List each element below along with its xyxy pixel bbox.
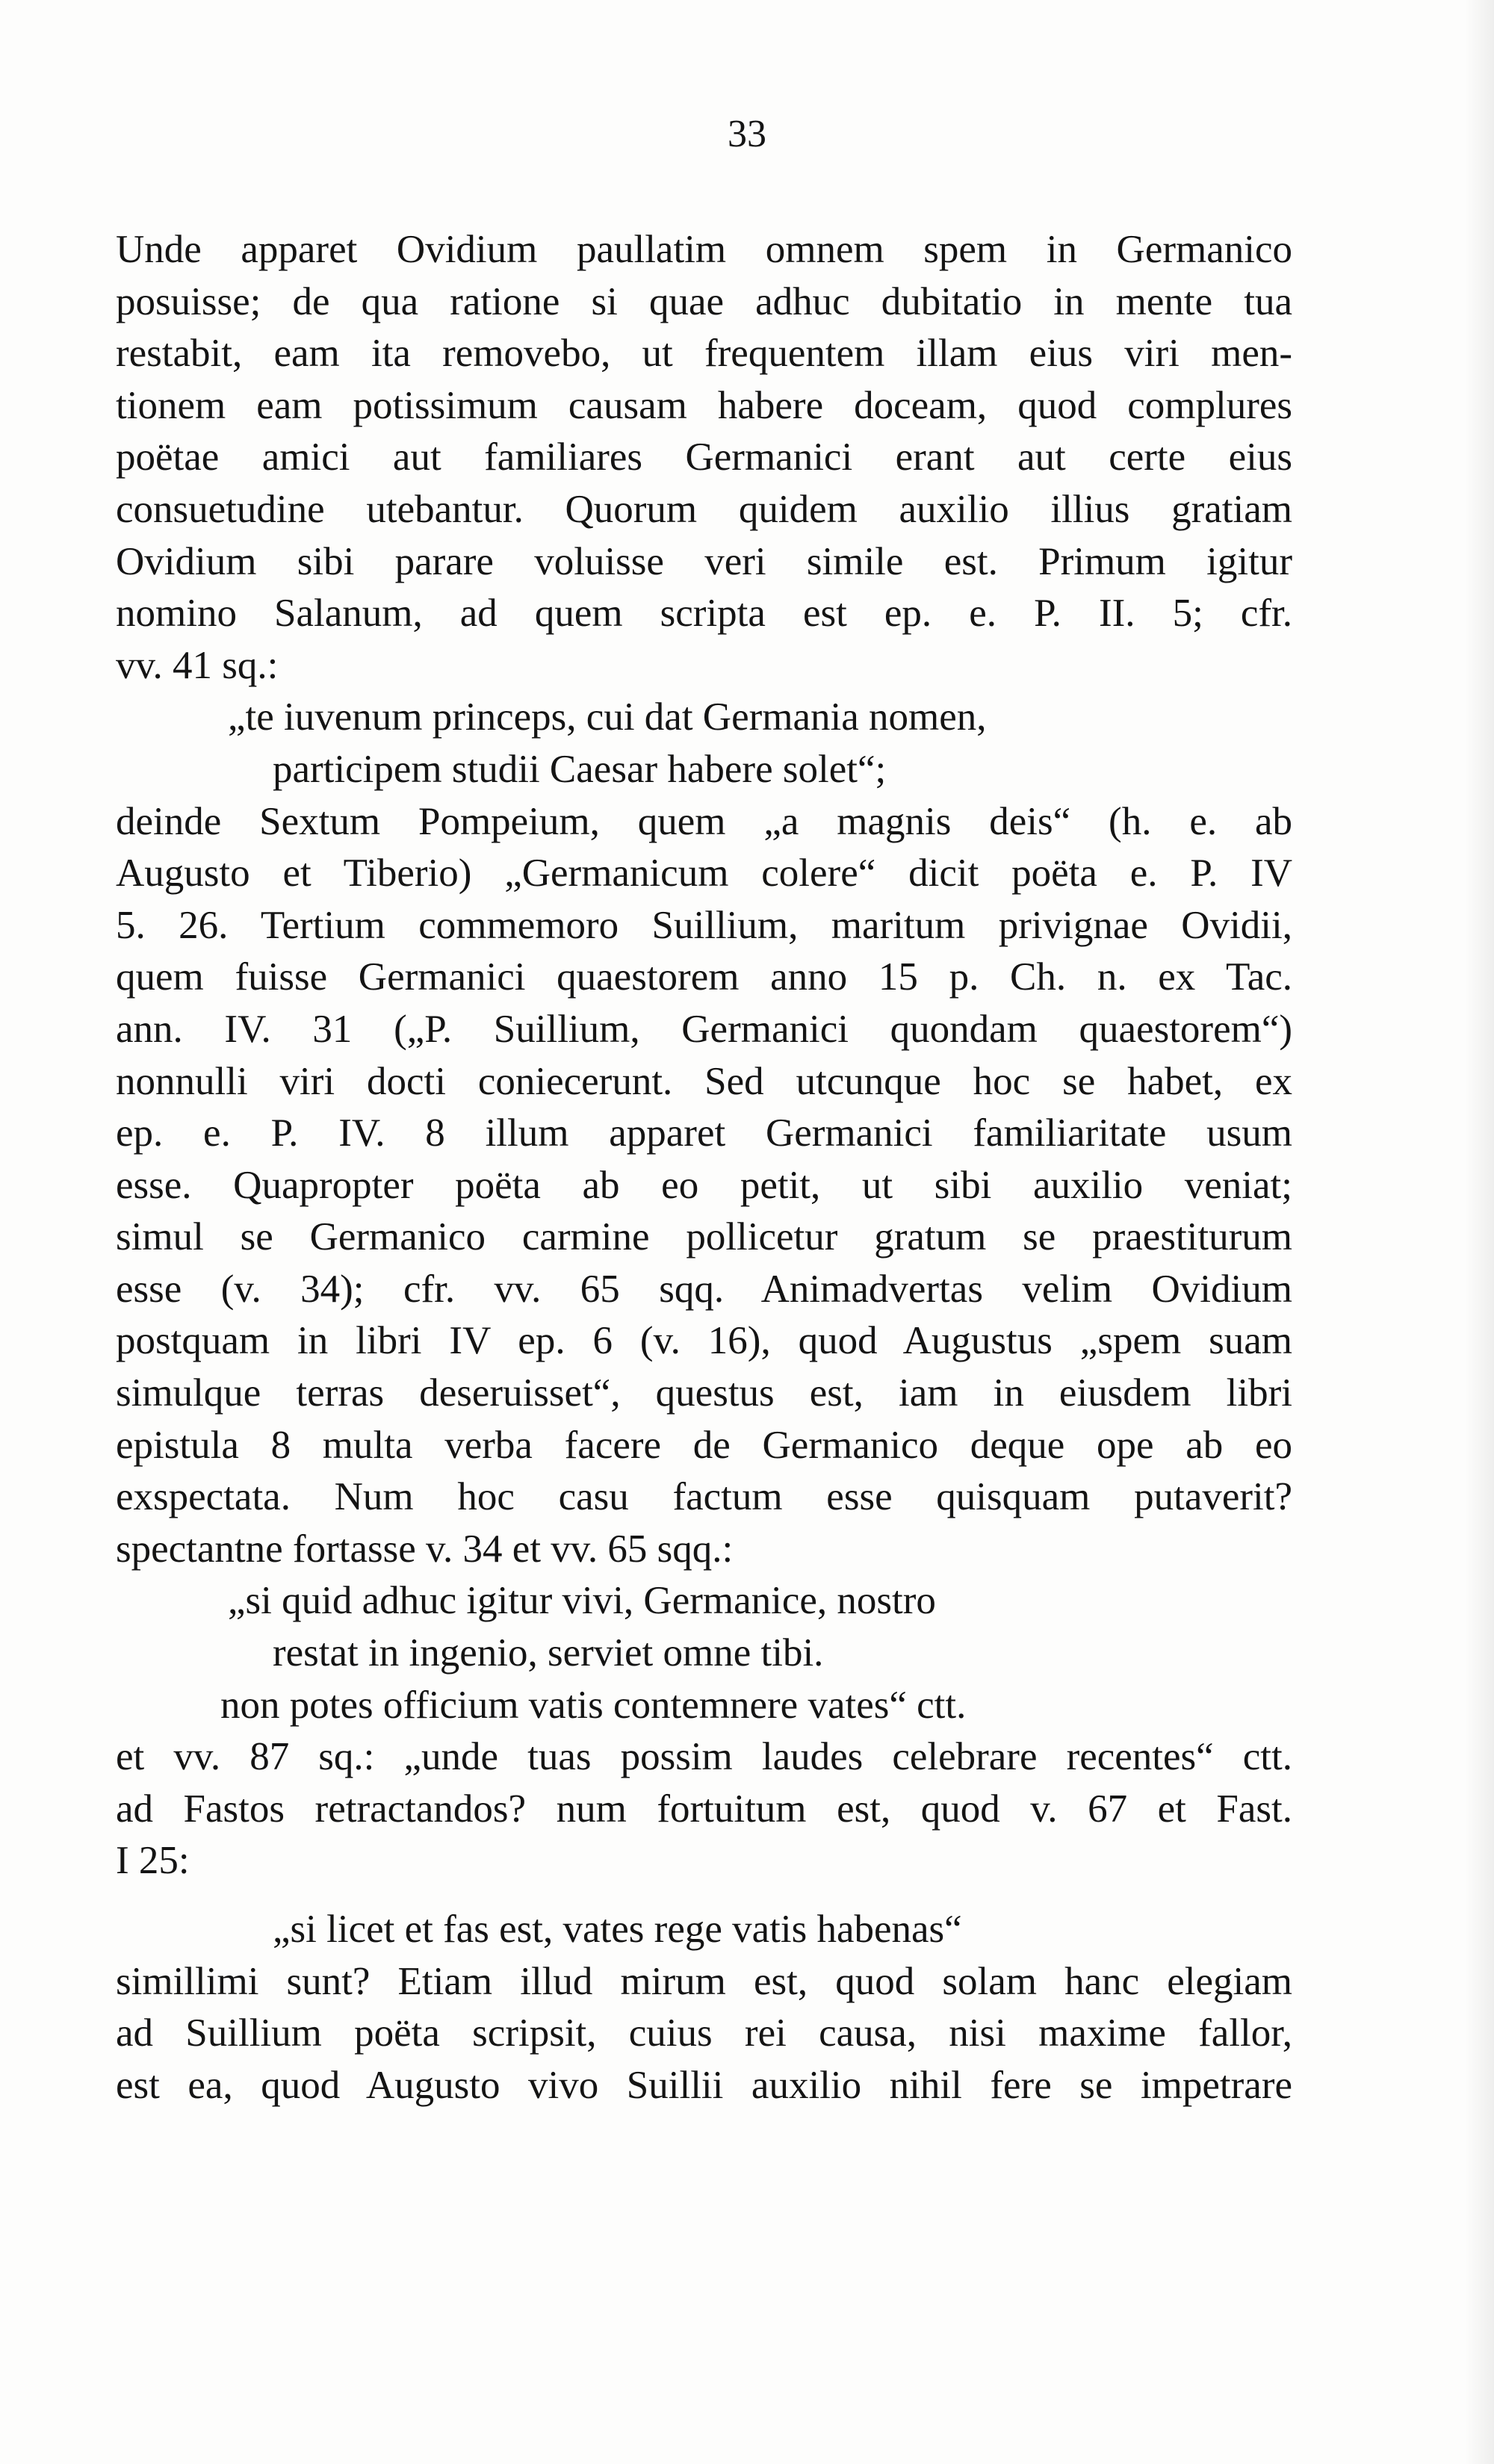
- text-line: consuetudine utebantur. Quorum quidem auxilio illius gratiam: [116, 487, 1292, 531]
- text-line: nomino Salanum, ad quem scripta est ep. e. P. II. 5; cfr.: [116, 592, 1292, 636]
- text-line: epistula 8 multa verba facere de Germanico deque ope ab eo: [116, 1423, 1292, 1467]
- text-line: est ea, quod Augusto vivo Suillii auxilio nihil fere se impetrare: [116, 2063, 1292, 2107]
- text-line: Unde apparet Ovidium paullatim omnem spem in Germanico: [116, 228, 1292, 271]
- text-line: exspectata. Num hoc casu factum esse quisquam putaverit?: [116, 1475, 1292, 1519]
- text-line: I 25:: [116, 1839, 190, 1883]
- body-text: [116, 224, 1292, 2111]
- text-line: ad Fastos retractandos? num fortuitum est, quod v. 67 et Fast.: [116, 1787, 1292, 1831]
- text-line: quem fuisse Germanici quaestorem anno 15 p. Ch. n. ex Tac.: [116, 955, 1292, 999]
- text-line: restabit, eam ita removebo, ut frequentem illam eius viri men-: [116, 332, 1292, 376]
- page-number: 33: [728, 113, 766, 155]
- verse-quote-line: non potes officium vatis contemnere vates“ ctt.: [220, 1683, 967, 1727]
- text-line: posuisse; de qua ratione si quae adhuc dubitatio in mente tua: [116, 279, 1292, 323]
- text-line: ep. e. P. IV. 8 illum apparet Germanici familiaritate usum: [116, 1111, 1292, 1155]
- text-line: simul se Germanico carmine pollicetur gratum se praestiturum: [116, 1215, 1292, 1259]
- text-line: esse (v. 34); cfr. vv. 65 sqq. Animadvertas velim Ovidium: [116, 1267, 1292, 1311]
- text-line: Ovidium sibi parare voluisse veri simile est. Primum igitur: [116, 539, 1292, 583]
- text-line: Augusto et Tiberio) „Germanicum colere“ dicit poëta e. P. IV: [116, 851, 1292, 896]
- text-line: deinde Sextum Pompeium, quem „a magnis deis“ (h. e. ab: [116, 799, 1292, 843]
- verse-quote-line: „te iuvenum princeps, cui dat Germania nomen,: [228, 695, 987, 739]
- text-line: 5. 26. Tertium commemoro Suillium, maritum privignae Ovidii,: [116, 903, 1292, 947]
- text-line: ad Suillium poëta scripsit, cuius rei causa, nisi maxime fallor,: [116, 2011, 1292, 2055]
- verse-quote-line: „si licet et fas est, vates rege vatis habenas“: [273, 1908, 962, 1951]
- verse-quote-line: „si quid adhuc igitur vivi, Germanice, nostro: [228, 1579, 936, 1623]
- text-line: tionem eam potissimum causam habere doceam, quod complures: [116, 383, 1292, 427]
- text-line: vv. 41 sq.:: [116, 643, 279, 687]
- text-line: simulque terras deseruisset“, questus est, iam in eiusdem libri: [116, 1371, 1292, 1415]
- text-line: spectantne fortasse v. 34 et vv. 65 sqq.:: [116, 1527, 734, 1571]
- text-line: ann. IV. 31 („P. Suillium, Germanici quondam quaestorem“): [116, 1007, 1292, 1051]
- verse-quote-line: restat in ingenio, serviet omne tibi.: [273, 1631, 824, 1675]
- text-line: esse. Quapropter poëta ab eo petit, ut sibi auxilio veniat;: [116, 1163, 1292, 1207]
- text-line: nonnulli viri docti coniecerunt. Sed utcunque hoc se habet, ex: [116, 1059, 1292, 1103]
- page-edge-shadow: [1464, 0, 1494, 2464]
- text-line: poëtae amici aut familiares Germanici erant aut certe eius: [116, 435, 1292, 480]
- text-line: et vv. 87 sq.: „unde tuas possim laudes celebrare recentes“ ctt.: [116, 1735, 1292, 1779]
- verse-quote-line: participem studii Caesar habere solet“;: [273, 747, 887, 791]
- text-line: simillimi sunt? Etiam illud mirum est, quod solam hanc elegiam: [116, 1959, 1292, 2003]
- text-line: postquam in libri IV ep. 6 (v. 16), quod Augustus „spem suam: [116, 1319, 1292, 1363]
